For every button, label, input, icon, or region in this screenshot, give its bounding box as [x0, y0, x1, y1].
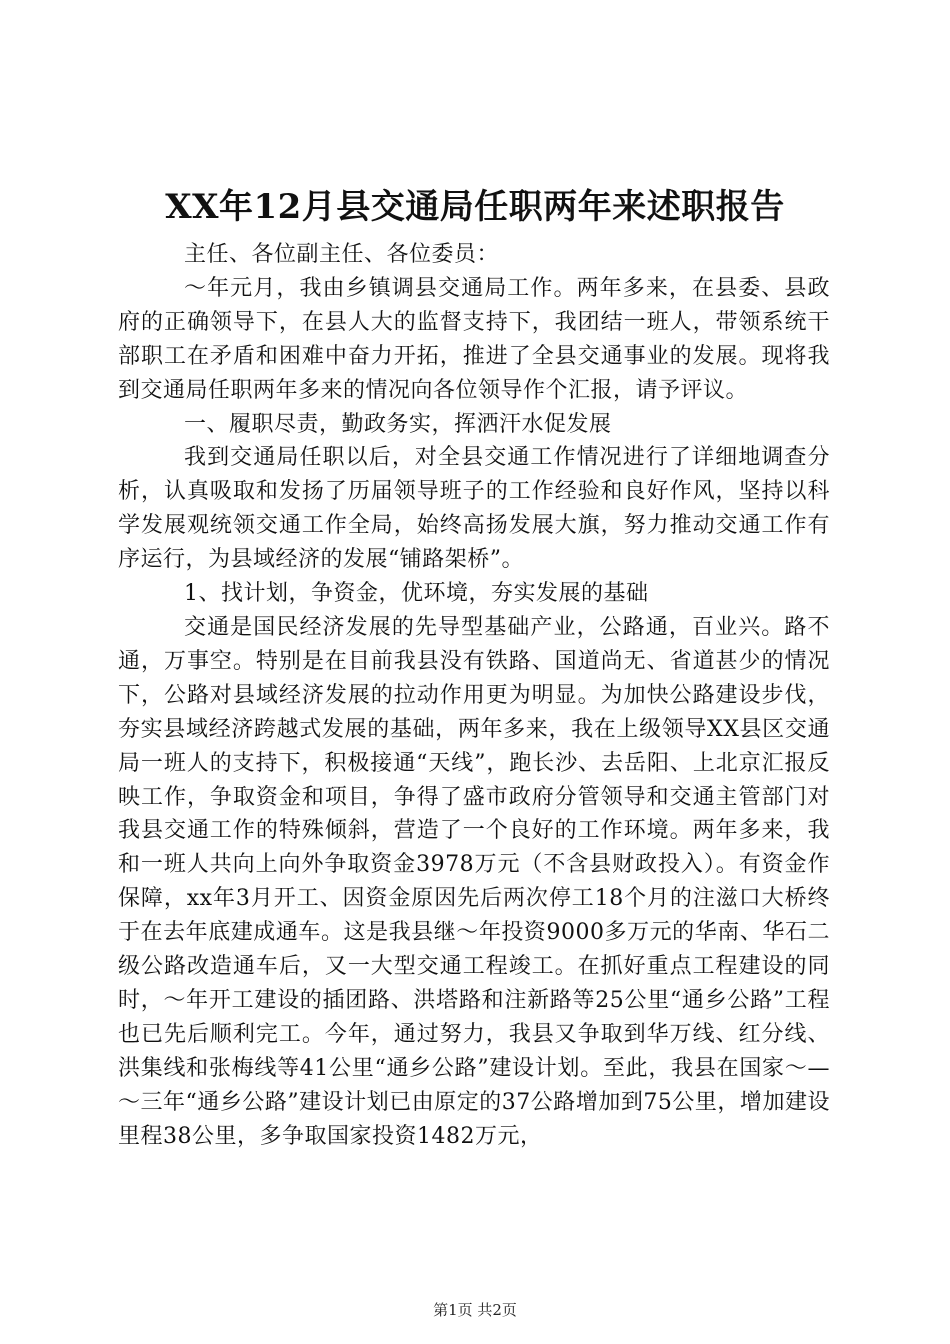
document-body [118, 238, 830, 1153]
section-1-paragraph: 我到交通局任职以后，对全县交通工作情况进行了详细地调查分析，认真吸取和发扬了历届领导班子的工作经验和良好作风，坚持以科学发展观统领交通工作全局，始终高扬发展大旗，努力推动交通工作有序运行，为县域经济的发展“铺路架桥”。 [118, 445, 830, 573]
intro-paragraph: ～年元月，我由乡镇调县交通局工作。两年多来，在县委、县政府的正确领导下，在县人大的监督支持下，我团结一班人，带领系统干部职工在矛盾和困难中奋力开拓，推进了全县交通事业的发展。现将我到交通局任职两年多来的情况向各位领导作个汇报，请予评议。 [118, 275, 830, 403]
section-heading-1: 一、履职尽责，勤政务实，挥洒汗水促发展 [184, 411, 612, 437]
salutation: 主任、各位副主任、各位委员： [184, 242, 500, 267]
page-number-footer: 第1页 共2页 [433, 1301, 517, 1319]
subsection-1-paragraph: 交通是国民经济发展的先导型基础产业，公路通，百业兴。路不通，万事空。特别是在目前我县没有铁路、国道尚无、省道甚少的情况下，公路对县域经济发展的拉动作用更为明显。为加快公路建设步伐，夯实县域经济跨越式发展的基础，两年多来，我在上级领导XX县区交通局一班人的支持下，积极接通“天线”，跑长沙、去岳阳、上北京汇报反映工作，争取资金和项目，争得了盛市政府分管领导和交通主管部门对我县交通工作的特殊倾斜，营造了一个良好的工作环境。两年多来，我和一班人共向上向外争取资金3978万元（不含县财政投入）。有资金作保障，xx年3月开工、因资金原因先后两次停工18个月的注滋口大桥终于在去年底建成通车。这是我县继～年投资9000多万元的华南、华石二级公路改造通车后，又一大型交通工程竣工。在抓好重点工程建设的同时，～年开工建设的插团路、洪塔路和注新路等25公里“通乡公路”工程也已先后顺利完工。今年，通过努力，我县又争取到华万线、红分线、洪集线和张梅线等41公里“通乡公路”建设计划。至此，我县在国家～—～三年“通乡公路”建设计划已由原定的37公路增加到75公里，增加建设里程38公里，多争取国家投资1482万元， [118, 614, 830, 1149]
subsection-heading-1: 1、找计划，争资金，优环境，夯实发展的基础 [184, 581, 649, 607]
document-title: XX年12月县交通局任职两年来述职报告 [165, 187, 785, 227]
